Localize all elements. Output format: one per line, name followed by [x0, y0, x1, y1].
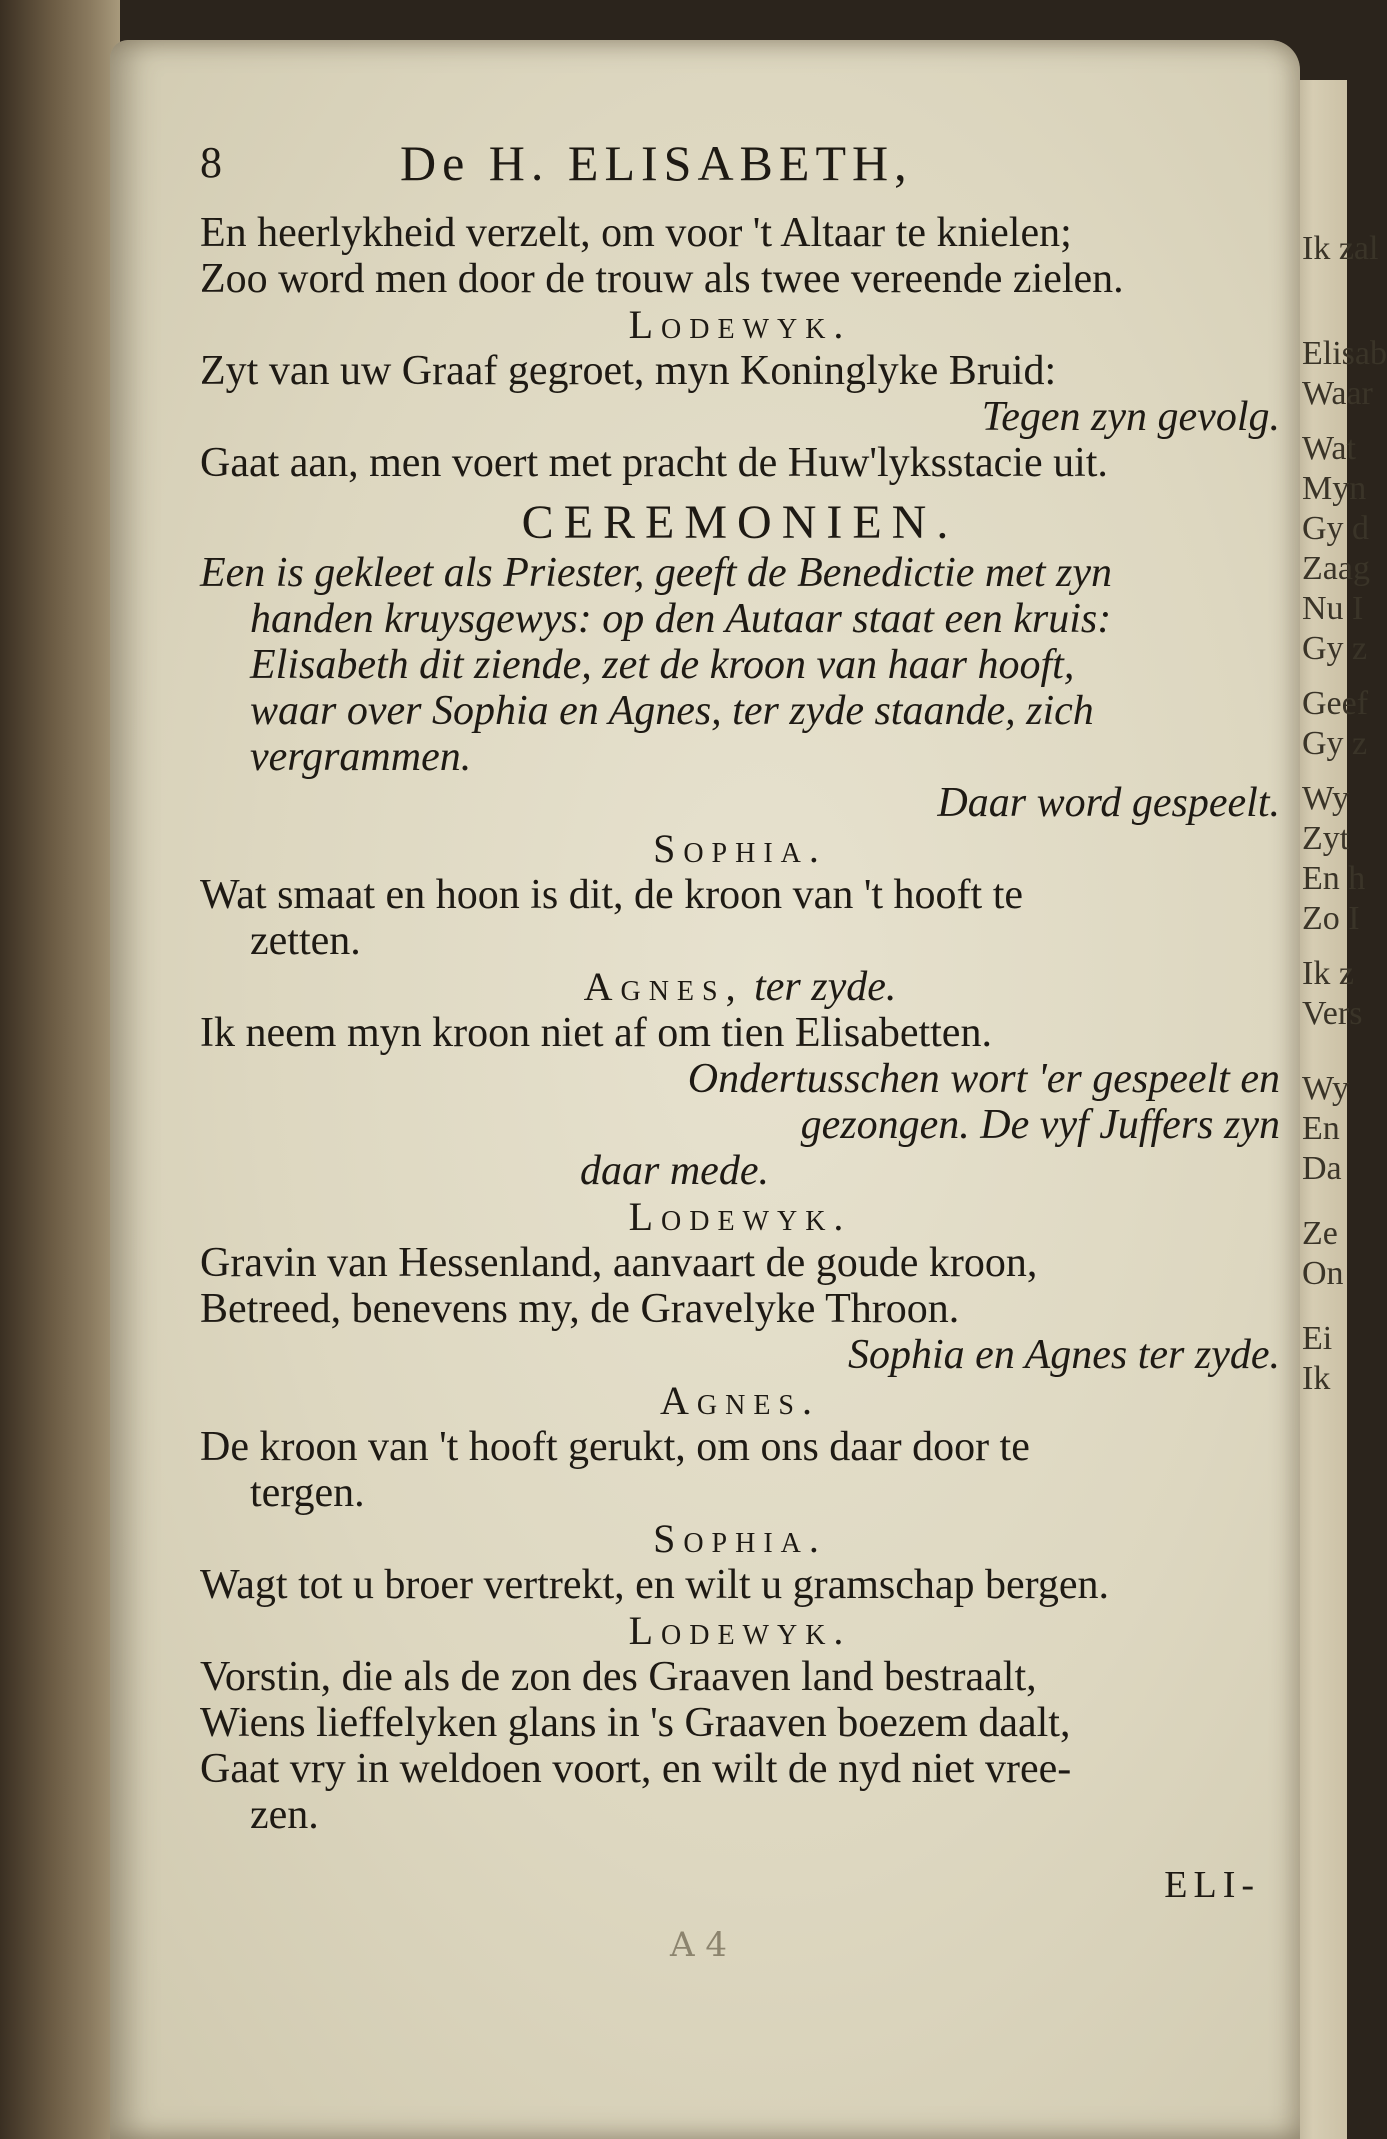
- facing-page-fragment: Ei: [1302, 1320, 1333, 1357]
- verse-line: Gravin van Hessenland, aanvaart de goude kroon,: [200, 1240, 1038, 1286]
- page-text: [200, 135, 1280, 1906]
- stage-direction: handen kruysgewys: op den Autaar staat een kruis:: [250, 596, 1112, 642]
- verse-line: Zyt van uw Graaf gegroet, myn Koninglyke Bruid:: [200, 348, 1057, 394]
- catchword: ELI-: [1164, 1864, 1260, 1906]
- verse-line: zetten.: [250, 918, 361, 964]
- facing-page-fragment: En: [1302, 1110, 1340, 1147]
- book-page: [110, 40, 1300, 2139]
- facing-page-fragment: Da: [1302, 1150, 1342, 1187]
- stage-direction: vergrammen.: [250, 734, 472, 780]
- facing-page-fragment: Vers: [1302, 995, 1363, 1032]
- verse-line: Betreed, benevens my, de Gravelyke Throon.: [200, 1286, 960, 1332]
- speaker-name: Sophia.: [653, 1516, 827, 1561]
- facing-page-fragment: Ik z: [1302, 955, 1354, 992]
- facing-page-fragment: Myn: [1302, 470, 1367, 507]
- page-number: 8: [200, 138, 222, 187]
- stage-direction: gezongen. De vyf Juffers zyn: [800, 1102, 1280, 1148]
- facing-page-fragment: Wy: [1302, 780, 1350, 817]
- facing-page-fragment: Geef: [1302, 685, 1369, 722]
- verse-line: Wagt tot u broer vertrekt, en wilt u gramschap bergen.: [200, 1562, 1110, 1608]
- facing-page-fragment: Ik zal: [1302, 230, 1379, 267]
- facing-page-fragment: Ik: [1302, 1360, 1331, 1397]
- facing-page-fragment: Wy: [1302, 1070, 1350, 1107]
- verse-line: Gaat vry in weldoen voort, en wilt de nyd niet vree-: [200, 1746, 1072, 1792]
- verse-line: Wat smaat en hoon is dit, de kroon van 't hooft te: [200, 872, 1024, 918]
- stage-direction: Daar word gespeelt.: [937, 780, 1280, 826]
- verse-line: Ik neem myn kroon niet af om tien Elisabetten.: [200, 1010, 992, 1056]
- facing-page-fragment: Gy z: [1302, 630, 1368, 667]
- speaker-name: Agnes.: [659, 1378, 820, 1423]
- speaker-name: Lodewyk.: [628, 302, 852, 347]
- speaker-name: Lodewyk.: [628, 1608, 852, 1653]
- facing-page-fragment: Zyt: [1302, 820, 1350, 857]
- stage-direction: Ondertusschen wort 'er gespeelt en: [687, 1056, 1280, 1102]
- stage-direction: Een is gekleet als Priester, geeft de Benedictie met zyn: [200, 550, 1113, 596]
- signature-mark: A 4: [670, 1925, 727, 1965]
- verse-line: Zoo word men door de trouw als twee vereende zielen.: [200, 256, 1124, 302]
- speaker-line: [200, 964, 1280, 1010]
- stage-direction: Tegen zyn gevolg.: [981, 394, 1280, 440]
- speaker-name: Lodewyk.: [628, 1194, 852, 1239]
- facing-page-fragment: Gy d: [1302, 510, 1370, 547]
- page-header: [200, 135, 1280, 210]
- facing-page-fragment: Zo I: [1302, 900, 1360, 937]
- facing-page-fragment: Elisab: [1302, 335, 1387, 372]
- section-heading: CEREMONIEN.: [521, 496, 959, 549]
- stage-direction: Elisabeth dit ziende, zet de kroon van haar hooft,: [250, 642, 1075, 688]
- speaker-name: Agnes,: [583, 964, 744, 1009]
- facing-page-fragment: Ze: [1302, 1215, 1338, 1252]
- verse-line: tergen.: [250, 1470, 365, 1516]
- stage-direction: waar over Sophia en Agnes, ter zyde staande, zich: [250, 688, 1094, 734]
- facing-page-fragment: Waar: [1302, 375, 1373, 412]
- verse-line: De kroon van 't hooft gerukt, om ons daar door te: [200, 1424, 1030, 1470]
- stage-direction: ter zyde.: [754, 964, 897, 1010]
- verse-line: Wiens lieffelyken glans in 's Graaven boezem daalt,: [200, 1700, 1071, 1746]
- stage-direction: Sophia en Agnes ter zyde.: [848, 1332, 1280, 1378]
- speaker-name: Sophia.: [653, 826, 827, 871]
- facing-page-fragment: Nu I: [1302, 590, 1364, 627]
- facing-page-fragment: On: [1302, 1255, 1344, 1292]
- facing-page-fragment: Wat: [1302, 430, 1356, 467]
- facing-page-fragment: Gy z: [1302, 725, 1368, 762]
- verse-line: Vorstin, die als de zon des Graaven land bestraalt,: [200, 1654, 1037, 1700]
- stage-direction: daar mede.: [580, 1148, 769, 1194]
- verse-line-text: zen.: [250, 1792, 319, 1838]
- book-spine: [0, 0, 120, 2139]
- verse-line: En heerlykheid verzelt, om voor 't Altaar te knielen;: [200, 210, 1072, 256]
- running-title: De H. ELISABETH,: [400, 135, 913, 191]
- verse-line: Gaat aan, men voert met pracht de Huw'lyksstacie uit.: [200, 440, 1108, 486]
- verse-line: [200, 1792, 1280, 1906]
- facing-page-fragment: En h: [1302, 860, 1366, 897]
- facing-page-fragment: Zaag: [1302, 550, 1370, 587]
